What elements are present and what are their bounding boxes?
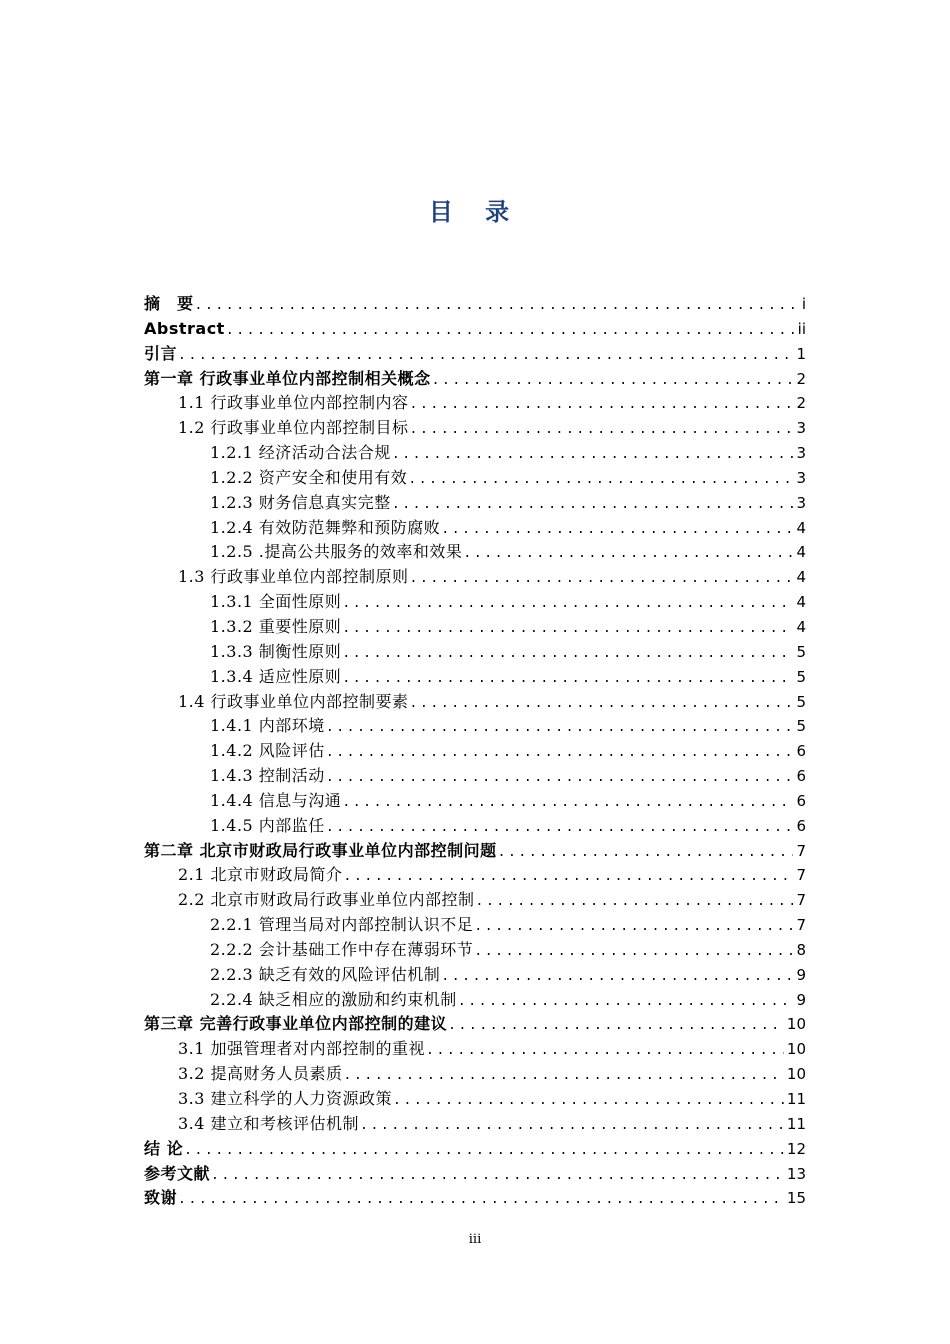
toc-dot-leader xyxy=(474,940,793,965)
toc-entry[interactable] xyxy=(144,888,806,913)
toc-entry-page: 9 xyxy=(796,965,806,984)
toc-entry[interactable] xyxy=(144,764,806,789)
toc-entry-page: 4 xyxy=(796,543,806,562)
toc-entry-page: 3 xyxy=(796,493,806,512)
toc-entry-label: 1.2.3 财务信息真实完整 xyxy=(210,492,391,512)
toc-entry[interactable] xyxy=(144,1137,806,1162)
toc-entry[interactable] xyxy=(144,516,806,541)
toc-entry-label: 结 论 xyxy=(144,1138,184,1158)
toc-entry-page: 11 xyxy=(786,1090,806,1108)
toc-entry[interactable] xyxy=(144,540,806,565)
toc-dot-leader xyxy=(326,766,794,791)
toc-entry-page: 3 xyxy=(796,444,806,463)
toc-entry-label: 1.4.2 风险评估 xyxy=(210,741,325,761)
toc-entry-page: 8 xyxy=(796,940,806,959)
toc-dot-leader xyxy=(408,468,793,493)
toc-dot-leader xyxy=(344,865,794,890)
toc-entry-page: 13 xyxy=(786,1164,806,1183)
toc-entry-page: 6 xyxy=(796,816,806,835)
toc-entry-page: 1 xyxy=(796,344,806,363)
toc-entry[interactable] xyxy=(144,1112,806,1137)
toc-entry-page: 10 xyxy=(786,1015,806,1034)
toc-entry-page: 7 xyxy=(796,891,806,910)
toc-entry-label: 1.4.3 控制活动 xyxy=(210,766,325,786)
toc-entry-label: 1.3.4 适应性原则 xyxy=(210,666,342,686)
toc-entry-label: 1.1 行政事业单位内部控制内容 xyxy=(178,393,409,413)
toc-dot-leader xyxy=(410,692,794,717)
toc-dot-leader xyxy=(432,369,794,394)
toc-entry[interactable] xyxy=(144,963,806,988)
toc-entry[interactable] xyxy=(144,391,806,416)
toc-entry-page: ii xyxy=(797,319,806,338)
toc-dot-leader xyxy=(476,890,794,915)
toc-entry[interactable] xyxy=(144,938,806,963)
toc-entry[interactable] xyxy=(144,640,806,665)
toc-entry[interactable] xyxy=(144,317,806,342)
toc-entry[interactable] xyxy=(144,1087,806,1112)
toc-dot-leader xyxy=(410,393,794,418)
toc-entry[interactable] xyxy=(144,367,806,392)
toc-entry[interactable] xyxy=(144,913,806,938)
toc-dot-leader xyxy=(498,841,794,866)
toc-entry-label: 2.1 北京市财政局简介 xyxy=(178,865,343,885)
toc-entry-page: i xyxy=(801,295,806,313)
toc-entry-label: 1.2.1 经济活动合法合规 xyxy=(210,443,391,463)
toc-dot-leader xyxy=(211,1164,784,1189)
toc-entry-page: 10 xyxy=(786,1040,806,1059)
toc-entry-page: 4 xyxy=(796,568,806,587)
toc-entry-label: Abstract xyxy=(144,318,225,338)
toc-entry-label: 参考文献 xyxy=(144,1163,211,1183)
toc-entry-label: 1.4.1 内部环境 xyxy=(210,716,325,736)
toc-dot-leader xyxy=(410,418,794,443)
toc-dot-leader xyxy=(342,642,793,667)
toc-entry[interactable] xyxy=(144,814,806,839)
toc-entry-label: 2.2.2 会计基础工作中存在薄弱环节 xyxy=(210,939,474,959)
toc-entry-label: 1.3.1 全面性原则 xyxy=(210,592,342,612)
toc-entry-page: 6 xyxy=(796,767,806,786)
toc-dot-leader xyxy=(426,1039,784,1064)
toc-entry-page: 6 xyxy=(796,742,806,761)
toc-entry-page: 11 xyxy=(786,1114,806,1133)
toc-entry[interactable] xyxy=(144,615,806,640)
toc-dot-leader xyxy=(393,1089,784,1114)
toc-dot-leader xyxy=(342,791,793,816)
toc-entry[interactable] xyxy=(144,292,806,317)
toc-dot-leader xyxy=(448,1014,784,1039)
toc-entry-label: 2.2.3 缺乏有效的风险评估机制 xyxy=(210,964,441,984)
toc-entry-page: 7 xyxy=(796,841,806,860)
toc-dot-leader xyxy=(326,816,794,841)
toc-dot-leader xyxy=(344,1064,784,1089)
toc-entry[interactable] xyxy=(144,714,806,739)
toc-entry-page: 3 xyxy=(796,419,806,438)
toc-entry-label: 3.1 加强管理者对内部控制的重视 xyxy=(178,1039,426,1059)
toc-entry-label: 第一章 行政事业单位内部控制相关概念 xyxy=(144,368,431,388)
toc-entry[interactable] xyxy=(144,665,806,690)
toc-entry[interactable] xyxy=(144,863,806,888)
toc-dot-leader xyxy=(458,990,794,1015)
toc-entry[interactable] xyxy=(144,1012,806,1037)
toc-dot-leader xyxy=(342,667,793,692)
toc-entry[interactable] xyxy=(144,342,806,367)
toc-entry-page: 7 xyxy=(796,916,806,935)
toc-entry-label: 1.2 行政事业单位内部控制目标 xyxy=(178,418,409,438)
toc-dot-leader xyxy=(226,319,795,344)
toc-entry-label: 1.2.5 .提高公共服务的效率和效果 xyxy=(210,542,463,562)
toc-entry-page: 3 xyxy=(796,468,806,487)
toc-entry-label: 1.3.3 制衡性原则 xyxy=(210,641,342,661)
toc-entry[interactable] xyxy=(144,466,806,491)
toc-entry[interactable] xyxy=(144,565,806,590)
toc-entry-page: 4 xyxy=(796,593,806,612)
toc-entry-page: 5 xyxy=(796,692,806,711)
toc-dot-leader xyxy=(360,1114,784,1139)
toc-entry-page: 4 xyxy=(796,617,806,636)
toc-entry-label: 2.2.1 管理当局对内部控制认识不足 xyxy=(210,915,474,935)
toc-entry[interactable] xyxy=(144,1062,806,1087)
toc-entry[interactable] xyxy=(144,1162,806,1187)
toc-entry[interactable] xyxy=(144,739,806,764)
page-number: iii xyxy=(468,1232,482,1247)
toc-dot-leader xyxy=(342,592,793,617)
toc-entry[interactable] xyxy=(144,416,806,441)
toc-entry[interactable] xyxy=(144,988,806,1013)
toc-entry-page: 2 xyxy=(796,369,806,388)
toc-entry-page: 4 xyxy=(796,518,806,537)
toc-entry-label: 3.2 提高财务人员素质 xyxy=(178,1064,343,1084)
toc-entry-label: 2.2.4 缺乏相应的激励和约束机制 xyxy=(210,989,457,1009)
toc-entry-page: 7 xyxy=(796,866,806,885)
toc-entry-page: 6 xyxy=(796,791,806,810)
toc-dot-leader xyxy=(392,443,794,468)
toc-entry-label: 第二章 北京市财政局行政事业单位内部控制问题 xyxy=(144,840,497,860)
toc-entry-label: 摘 要 xyxy=(144,294,194,313)
toc-entry[interactable] xyxy=(144,839,806,864)
toc-dot-leader xyxy=(463,542,793,567)
toc-dot-leader xyxy=(184,1139,784,1164)
toc-entry[interactable] xyxy=(144,690,806,715)
toc-dot-leader xyxy=(326,716,794,741)
toc-entry-label: 第三章 完善行政事业单位内部控制的建议 xyxy=(144,1014,448,1034)
toc-entry[interactable] xyxy=(144,789,806,814)
toc-dot-leader xyxy=(178,1188,784,1213)
toc-entry-label: 1.2.2 资产安全和使用有效 xyxy=(210,467,408,487)
page-title: 目 录 xyxy=(428,198,522,226)
toc-entry-label: 致谢 xyxy=(144,1188,178,1208)
toc-entry-label: 3.3 建立科学的人力资源政策 xyxy=(178,1089,393,1108)
toc-entry[interactable] xyxy=(144,491,806,516)
toc-entry[interactable] xyxy=(144,441,806,466)
toc-entry-page: 5 xyxy=(796,667,806,686)
toc-entry-label: 3.4 建立和考核评估机制 xyxy=(178,1113,360,1133)
toc-entry-label: 2.2 北京市财政局行政事业单位内部控制 xyxy=(178,890,475,910)
toc-dot-leader xyxy=(178,344,793,369)
toc-dot-leader xyxy=(441,518,793,543)
table-of-contents xyxy=(144,292,806,1211)
toc-entry-page: 12 xyxy=(786,1139,806,1158)
toc-entry-page: 10 xyxy=(786,1065,806,1084)
toc-entry-page: 5 xyxy=(796,642,806,661)
toc-dot-leader xyxy=(441,965,793,990)
toc-entry[interactable] xyxy=(144,1186,806,1211)
toc-entry-label: 1.4 行政事业单位内部控制要素 xyxy=(178,691,409,711)
toc-entry-label: 1.2.4 有效防范舞弊和预防腐败 xyxy=(210,517,441,537)
toc-dot-leader xyxy=(342,617,793,642)
toc-entry-label: 1.4.4 信息与沟通 xyxy=(210,790,342,810)
toc-entry-label: 1.3.2 重要性原则 xyxy=(210,616,342,636)
toc-entry-page: 5 xyxy=(796,717,806,736)
toc-entry-page: 9 xyxy=(796,990,806,1009)
toc-entry[interactable] xyxy=(144,590,806,615)
toc-entry-label: 1.4.5 内部监任 xyxy=(210,815,325,835)
toc-dot-leader xyxy=(474,915,793,940)
toc-dot-leader xyxy=(392,493,794,518)
toc-dot-leader xyxy=(326,741,794,766)
toc-dot-leader xyxy=(410,567,794,592)
toc-dot-leader xyxy=(195,294,799,319)
toc-entry-page: 2 xyxy=(796,394,806,413)
toc-entry[interactable] xyxy=(144,1037,806,1062)
toc-entry-label: 1.3 行政事业单位内部控制原则 xyxy=(178,567,409,587)
toc-entry-page: 15 xyxy=(786,1189,806,1208)
toc-entry-label: 引言 xyxy=(144,343,178,363)
